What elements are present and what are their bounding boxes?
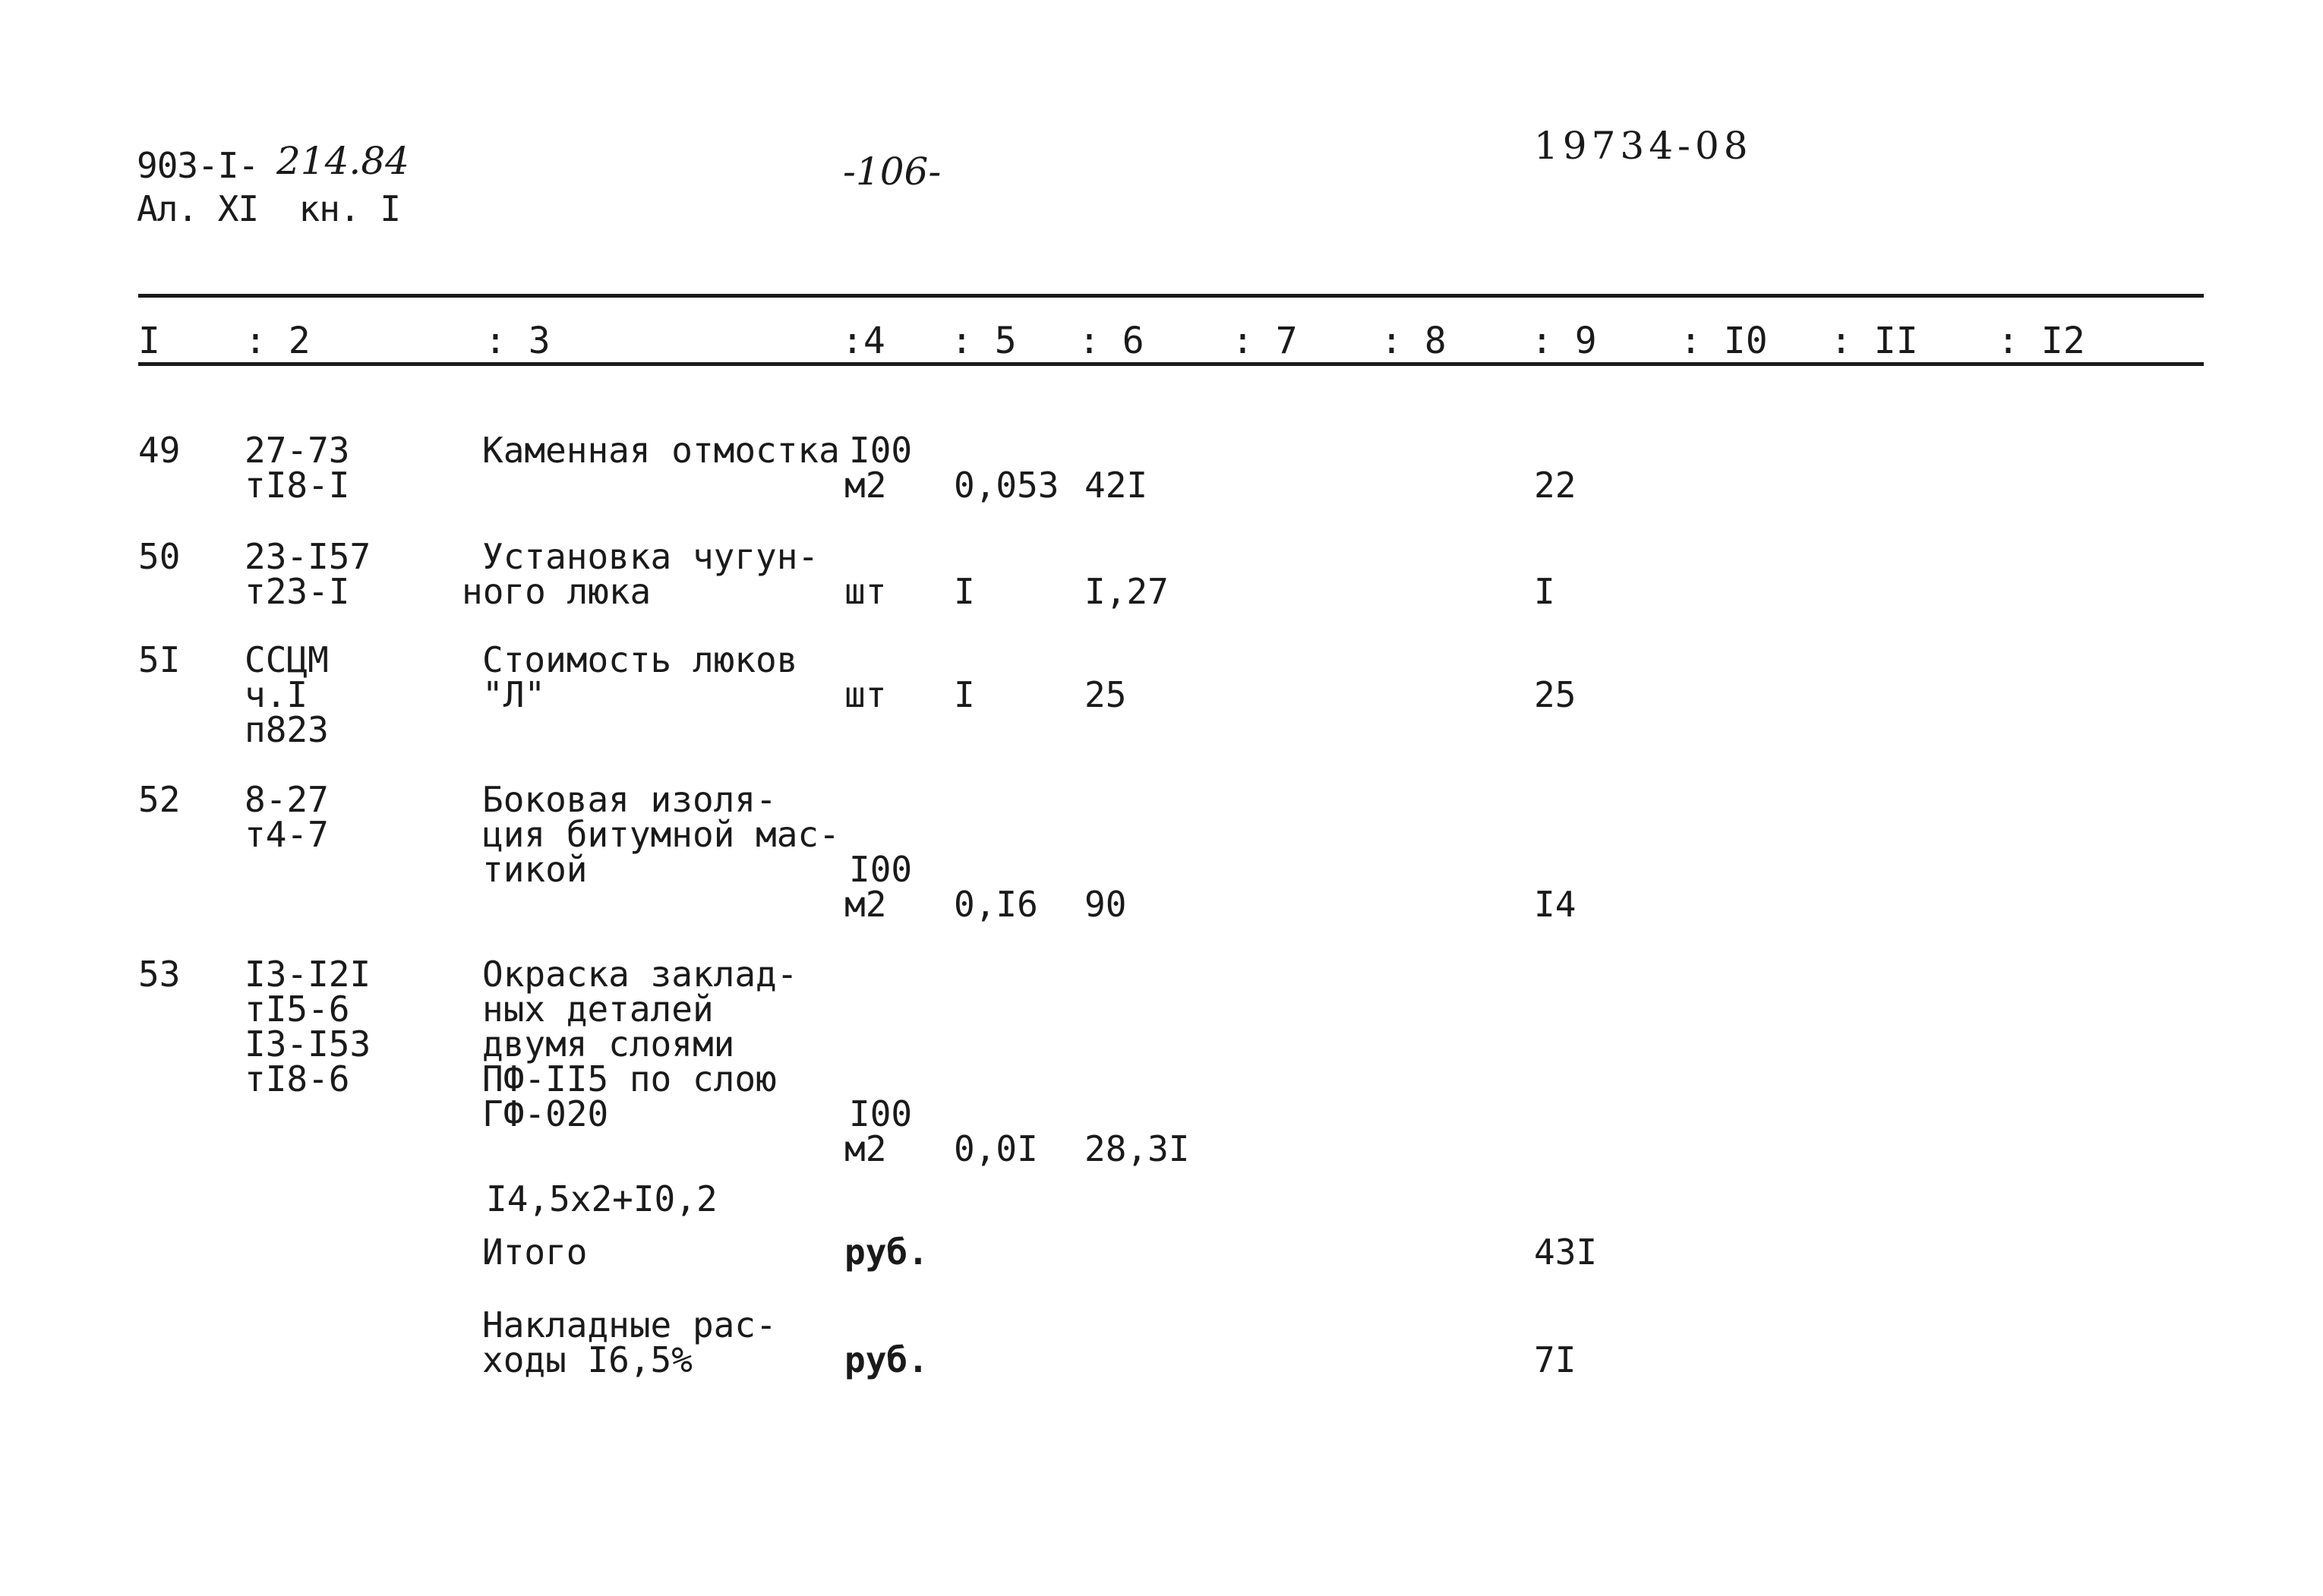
summary-total: 7I [1534, 1339, 1577, 1380]
column-header: : II [1830, 320, 1918, 362]
column-header: : I2 [1997, 320, 2085, 362]
row-unit-price: 90 [1084, 884, 1127, 925]
doc-number-prefix: 903-I- [137, 145, 259, 186]
column-header: : I0 [1680, 320, 1768, 362]
table-top-rule [138, 294, 2204, 298]
row-description: Боковая изоля- ция битумной мас- тикой [482, 779, 840, 890]
row-unit-price: 28,3I [1084, 1128, 1190, 1169]
row-reference: 8-27 т4-7 [245, 779, 329, 855]
row-unit-price: I,27 [1084, 571, 1169, 612]
row-unit: шт [844, 674, 887, 715]
row-number: 49 [138, 430, 181, 471]
row-quantity: I [954, 571, 975, 612]
column-header: I [138, 320, 160, 362]
row-reference: I3-I2I тI5-6 I3-I53 тI8-6 [245, 954, 371, 1099]
table-header-bottom-rule [138, 362, 2204, 366]
row-reference: 27-73 тI8-I [245, 430, 350, 506]
row-unit: м2 [844, 884, 887, 925]
row-quantity: 0,053 [954, 465, 1059, 506]
summary-unit: руб. [844, 1339, 929, 1380]
archive-code-handwritten: 19734-08 [1534, 124, 1753, 168]
row-unit-multiplier: I00 [849, 849, 913, 890]
row-number: 53 [138, 954, 181, 995]
row-description: Стоимость люков "Л" [482, 639, 798, 715]
summary-label: Накладные рас- ходы I6,5% [482, 1304, 777, 1380]
column-header: : 8 [1381, 320, 1447, 362]
row-number: 52 [138, 779, 181, 820]
album-book-line: Ал. XI кн. I [137, 188, 401, 229]
summary-label: Итого [482, 1232, 588, 1273]
row-description: Окраска заклад- ных деталей двумя слоями ПФ-II5 по слою ГФ-020 [482, 954, 798, 1134]
page-number-handwritten: -106- [843, 150, 942, 194]
row-unit: шт [844, 571, 887, 612]
row-number: 50 [138, 536, 181, 577]
row-unit: м2 [844, 1128, 887, 1169]
row-formula: I4,5x2+I0,2 [486, 1178, 718, 1219]
row-quantity: 0,I6 [954, 884, 1038, 925]
column-header: : 2 [245, 320, 311, 362]
row-total: I4 [1534, 884, 1577, 925]
column-header: : 9 [1531, 320, 1597, 362]
row-quantity: 0,0I [954, 1128, 1038, 1169]
column-header: :4 [841, 320, 885, 362]
row-total: 22 [1534, 465, 1577, 506]
row-unit: м2 [844, 465, 887, 506]
row-number: 5I [138, 639, 181, 680]
doc-number-handwritten: 214.84 [276, 139, 409, 183]
row-quantity: I [954, 674, 975, 715]
row-description: Установка чугун- [482, 536, 819, 577]
summary-unit: руб. [844, 1232, 929, 1273]
row-unit-price: 42I [1084, 465, 1148, 506]
row-unit-multiplier: I00 [849, 1093, 913, 1134]
row-total: 25 [1534, 674, 1577, 715]
column-header: : 6 [1078, 320, 1144, 362]
row-description: Каменная отмостка [482, 430, 840, 471]
column-header: : 7 [1232, 320, 1298, 362]
column-header: : 5 [951, 320, 1017, 362]
summary-total: 43I [1534, 1232, 1598, 1273]
row-total: I [1534, 571, 1555, 612]
row-reference: 23-I57 т23-I [245, 536, 371, 612]
row-unit-multiplier: I00 [849, 430, 913, 471]
column-header: : 3 [484, 320, 551, 362]
row-description: ного люка [462, 571, 652, 612]
row-unit-price: 25 [1084, 674, 1127, 715]
row-reference: ССЦМ ч.I п823 [245, 639, 329, 750]
